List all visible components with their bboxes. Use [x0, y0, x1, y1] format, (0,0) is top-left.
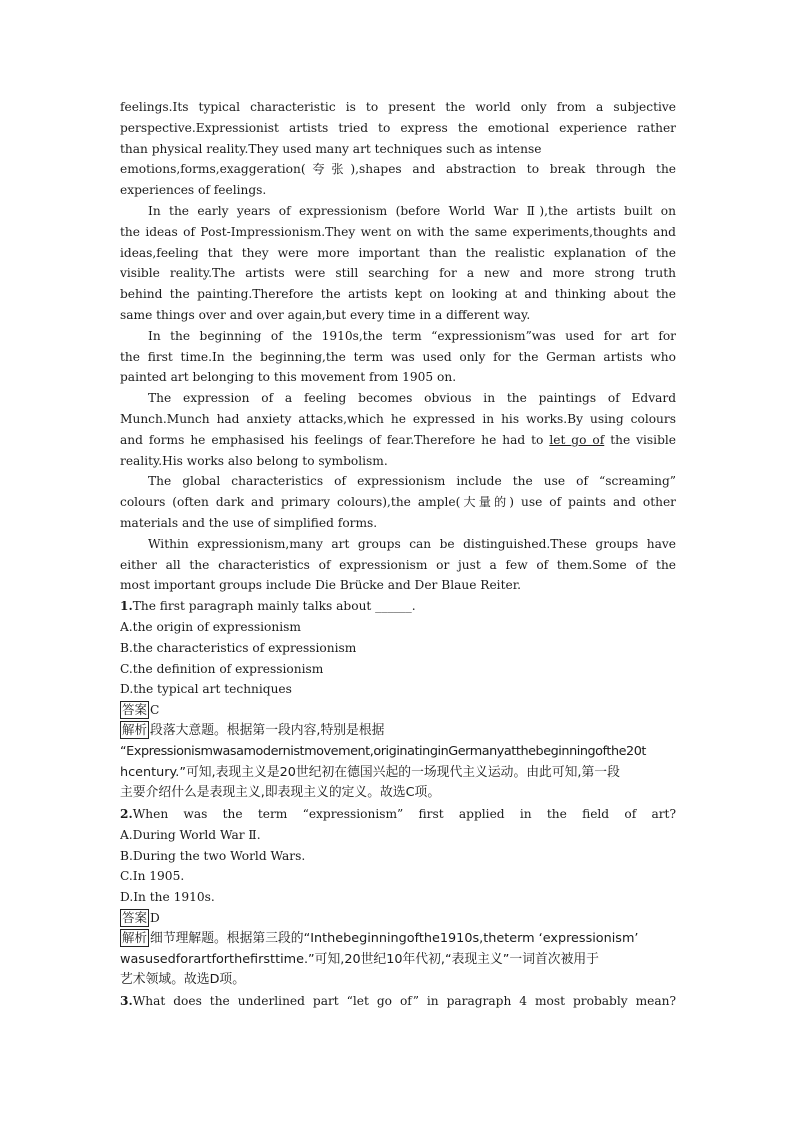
text-line: most important groups include Die Brücke and Der Blaue Reiter.: [120, 578, 522, 593]
answer-line: [120, 700, 676, 721]
analysis-text: 段落大意题。根据第一段内容,特别是根据: [150, 722, 385, 738]
text-line: In the early years of expressionism (before World War Ⅱ),the artists built on: [148, 203, 676, 218]
text-line: [120, 430, 676, 451]
analysis-line: wasusedforartforthefirsttime.”可知,20世纪10年代初,“表现主义”一词首次被用于: [120, 951, 599, 967]
answer-line: [120, 908, 676, 929]
question-text: When was the term “expressionism” first applied in the field of art?: [132, 807, 676, 822]
question-3: [120, 991, 676, 1012]
text-line: feelings.Its typical characteristic is to present the world only from a subjective: [120, 100, 676, 114]
analysis-label: 解析: [122, 929, 148, 945]
question-number: 2.: [120, 807, 133, 822]
answer-label: 答案: [122, 910, 148, 926]
text-line: either all the characteristics of expressionism or just a few of them.Some of the: [120, 557, 676, 572]
answer-value: C: [150, 703, 160, 718]
text-segment: and forms he emphasised his feelings of fear.Therefore he had to: [120, 432, 550, 447]
document-page: [120, 97, 676, 1012]
text-line: materials and the use of simplified forms.: [120, 515, 378, 530]
passage-paragraph-4: [120, 388, 676, 471]
text-line: the first time.In the beginning,the term was used only for the German artists who: [120, 349, 676, 364]
question-stem: [120, 991, 676, 1012]
analysis-text: 细节理解题。根据第三段的“Inthebeginningofthe1910s,theterm ‘expressionism’: [150, 930, 639, 946]
text-line: The global characteristics of expressionism include the use of “screaming”: [148, 474, 676, 489]
analysis-line: [120, 929, 676, 950]
text-line: visible reality.The artists were still searching for a new and more strong truth: [120, 266, 676, 281]
option-d: D.In the 1910s.: [120, 890, 215, 905]
question-stem: [120, 596, 676, 617]
question-stem: [120, 804, 676, 825]
answer-label: 答案: [122, 702, 148, 718]
passage-paragraph-1: [120, 97, 676, 201]
text-line: The expression of a feeling becomes obvious in the paintings of Edvard: [148, 391, 676, 406]
text-line: painted art belonging to this movement from 1905 on.: [120, 370, 457, 385]
text-line: perspective.Expressionist artists tried to express the emotional experience rather: [120, 120, 676, 135]
question-number: 3.: [120, 994, 133, 1009]
text-line: ideas,feeling that they were more important than the realistic explanation of the: [120, 245, 676, 260]
text-line: colours (often dark and primary colours),the ample(大量的) use of paints and other: [120, 495, 676, 510]
question-2: [120, 804, 676, 991]
text-line: the ideas of Post-Impressionism.They went on with the same experiments,thoughts and: [120, 224, 676, 239]
question-text: The first paragraph mainly talks about ______.: [132, 599, 416, 614]
text-segment: the visible: [604, 432, 676, 447]
question-1: [120, 596, 676, 804]
text-line: Munch.Munch had anxiety attacks,which he expressed in his works.By using colours: [120, 411, 676, 426]
option-b: B.During the two World Wars.: [120, 848, 306, 863]
text-line: Within expressionism,many art groups can be distinguished.These groups have: [148, 536, 676, 551]
underlined-phrase: let go of: [549, 432, 605, 447]
analysis-line: 艺术领域。故选D项。: [120, 972, 246, 988]
text-line: emotions,forms,exaggeration(夸张),shapes and abstraction to break through the: [120, 162, 676, 177]
analysis-line: 主要介绍什么是表现主义,即表现主义的定义。故选C项。: [120, 785, 441, 801]
option-a: A.During World War Ⅱ.: [120, 827, 261, 842]
text-line: behind the painting.Therefore the artists kept on looking at and thinking about the: [120, 287, 676, 302]
analysis-line: hcentury.”可知,表现主义是20世纪初在德国兴起的一场现代主义运动。由此可知,第一段: [120, 764, 620, 780]
analysis-line: “Expressionismwasamodernistmovement,originatinginGermanyatthebeginningofthe20t: [120, 743, 646, 759]
option-d: D.the typical art techniques: [120, 682, 292, 697]
text-line: In the beginning of the 1910s,the term “expressionism”was used for art for: [148, 328, 676, 343]
passage-paragraph-5: [120, 471, 676, 533]
question-text: What does the underlined part “let go of” in paragraph 4 most probably mean?: [132, 994, 676, 1009]
answer-value: D: [150, 911, 160, 926]
option-b: B.the characteristics of expressionism: [120, 640, 357, 655]
text-line: experiences of feelings.: [120, 183, 267, 198]
analysis-label: 解析: [122, 721, 148, 737]
analysis-line: [120, 721, 676, 742]
text-line: reality.His works also belong to symbolism.: [120, 453, 388, 468]
passage-paragraph-6: [120, 534, 676, 596]
text-line: than physical reality.They used many art techniques such as intense: [120, 141, 542, 156]
option-c: C.In 1905.: [120, 869, 185, 884]
option-c: C.the definition of expressionism: [120, 661, 324, 676]
passage-paragraph-3: [120, 326, 676, 388]
passage-paragraph-2: [120, 201, 676, 326]
text-line: same things over and over again,but every time in a different way.: [120, 307, 531, 322]
option-a: A.the origin of expressionism: [120, 619, 301, 634]
question-number: 1.: [120, 599, 133, 614]
